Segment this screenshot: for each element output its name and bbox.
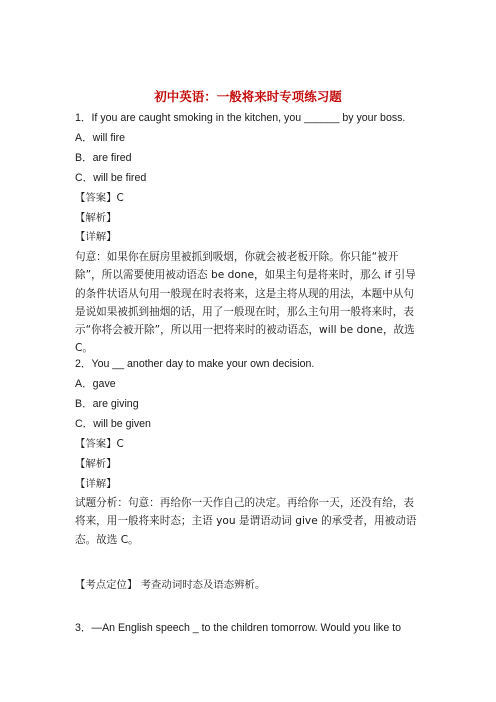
- question-3-stem: 3．—An English speech _ to the children tomorrow. Would you like to: [75, 622, 402, 634]
- question-1-detail-heading: 【详解】: [75, 231, 117, 243]
- question-2-option-b: B．are giving: [75, 398, 139, 410]
- question-2-detail-heading: 【详解】: [75, 478, 117, 490]
- question-1-explanation: 句意：如果你在厨房里被抓到吸烟，你就会被老板开除。你只能“被开除”，所以需要使用被动语态 be done，如果主句是将来时，那么 if 引导的条件状语从句用一般现在时表将来，这是主将从现的用法，本题中从句是说如果被抓到抽烟的话，用了一般现在时，那么主句用一般将来时，表示“你将会被开除”，所以用一把将来时的被动语态，will be done，故选 C。: [75, 251, 416, 355]
- question-1-answer: 【答案】C: [75, 192, 124, 204]
- question-1-option-a: A．will fire: [75, 132, 126, 144]
- question-1-analysis-heading: 【解析】: [75, 212, 117, 224]
- question-2-option-c: C．will be given: [75, 418, 151, 430]
- question-2-kaodian: 【考点定位】 考查动词时态及语态辨析。: [75, 579, 266, 591]
- question-2-answer: 【答案】C: [75, 438, 124, 450]
- question-2-explanation: 试题分析：句意：再给你一天作自己的决定。再给你一天，还没有给，表将来，用一般将来时态；主语 you 是谓语动词 give 的承受者，用被动语态。故选 C。: [75, 497, 417, 546]
- question-1-option-c: C．will be fired: [75, 172, 147, 184]
- question-2-stem: 2．You __ another day to make your own decision.: [75, 358, 315, 370]
- question-1-option-b: B．are fired: [75, 152, 132, 164]
- question-2-analysis-heading: 【解析】: [75, 458, 117, 470]
- page-title: 初中英语：一般将来时专项练习题: [154, 89, 342, 104]
- question-2-option-a: A．gave: [75, 378, 116, 390]
- question-1-stem: 1．If you are caught smoking in the kitchen, you ______ by your boss.: [75, 112, 406, 124]
